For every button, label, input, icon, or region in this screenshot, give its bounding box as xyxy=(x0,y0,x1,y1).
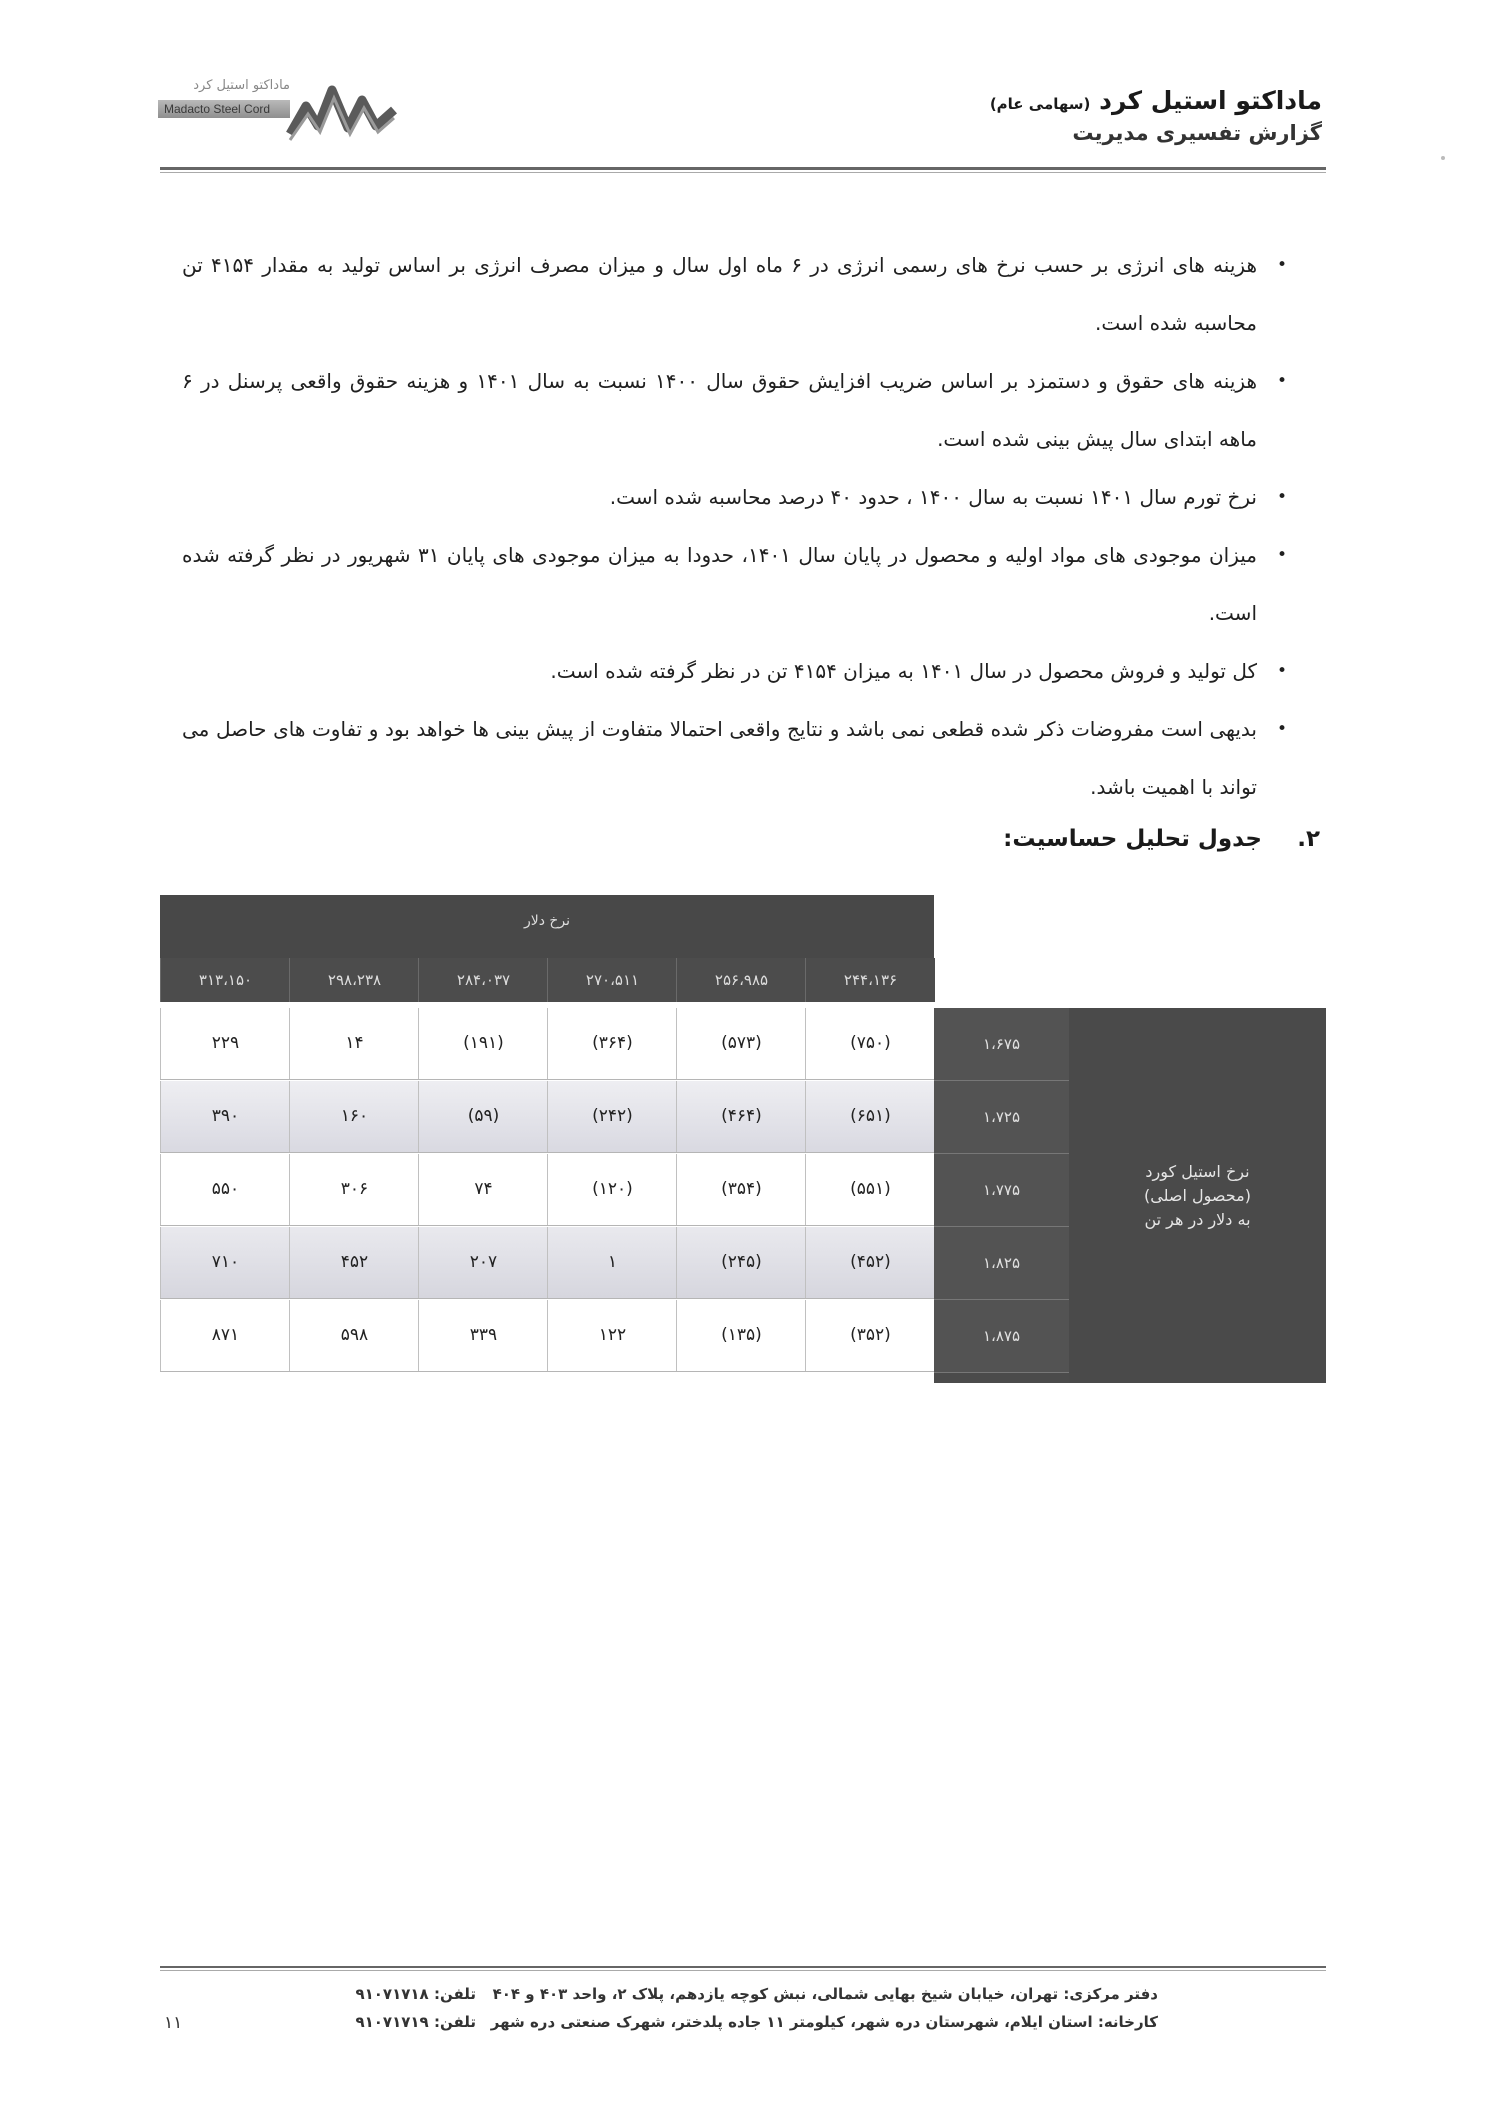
table-row xyxy=(160,1300,934,1372)
table-cell: (۴۶۴) xyxy=(676,1081,806,1152)
row-rate: ۱،۷۷۵ xyxy=(934,1154,1069,1227)
section-title: جدول تحلیل حساسیت: xyxy=(1003,826,1262,852)
table-cell: ۱ xyxy=(547,1227,677,1298)
sensitivity-table xyxy=(160,895,1326,1383)
table-cell: ۳۰۶ xyxy=(289,1154,419,1225)
column-header: ۲۴۴،۱۳۶ xyxy=(805,958,935,1002)
table-cell: (۵۵۱) xyxy=(805,1154,935,1225)
list-item: • هزینه های حقوق و دستمزد بر اساس ضریب افزایش حقوق سال ۱۴۰۰ نسبت به سال ۱۴۰۱ و هزینه حقوق واقعی پرسنل در ۶ ماهه ابتدای سال پیش بینی شده است. xyxy=(182,352,1257,468)
section-number: ۲. xyxy=(1297,826,1320,852)
company-logo xyxy=(158,70,398,154)
footer-factory-phone: تلفن: ۹۱۰۷۱۷۱۹ xyxy=(355,2013,476,2031)
list-item: • بدیهی است مفروضات ذکر شده قطعی نمی باشد و نتایج واقعی احتمالا متفاوت از پیش بینی ها خواهد بود و تفاوت های حاصل می تواند با اهمیت باشد. xyxy=(182,700,1257,816)
column-header: ۲۷۰،۵۱۱ xyxy=(547,958,677,1002)
row-rate: ۱،۶۷۵ xyxy=(934,1008,1069,1081)
row-group-line: به دلار در هر تن xyxy=(1144,1209,1251,1229)
header-rule xyxy=(160,167,1326,170)
table-cell: ۲۲۹ xyxy=(160,1008,290,1079)
column-header: ۲۹۸،۲۳۸ xyxy=(289,958,419,1002)
header-rule-thin xyxy=(160,172,1326,173)
table-cell: (۲۴۵) xyxy=(676,1227,806,1298)
table-cell: (۴۵۲) xyxy=(805,1227,935,1298)
list-item: • هزینه های انرژی بر حسب نرخ های رسمی انرژی در ۶ ماه اول سال و میزان مصرف انرژی بر اساس تولید به مقدار ۴۱۵۴ تن محاسبه شده است. xyxy=(182,236,1257,352)
logo-mark-icon xyxy=(286,70,398,154)
table-cell: (۶۵۱) xyxy=(805,1081,935,1152)
column-header: ۳۱۳،۱۵۰ xyxy=(160,958,290,1002)
table-cell: (۱۳۵) xyxy=(676,1300,806,1371)
table-cell: (۷۵۰) xyxy=(805,1008,935,1079)
table-cell: ۵۵۰ xyxy=(160,1154,290,1225)
footer-rule xyxy=(160,1966,1326,1968)
company-title xyxy=(990,86,1322,115)
company-suffix: (سهامی عام) xyxy=(989,95,1091,113)
table-cell: ۸۷۱ xyxy=(160,1300,290,1371)
table-cell: (۵۷۳) xyxy=(676,1008,806,1079)
table-cell: ۱۲۲ xyxy=(547,1300,677,1371)
table-cell: ۷۱۰ xyxy=(160,1227,290,1298)
logo-text-en: Madacto Steel Cord xyxy=(164,102,271,116)
footer-office-address: دفتر مرکزی: تهران، خیابان شیخ بهایی شمالی، نبش کوچه یازدهم، پلاک ۲، واحد ۴۰۳ و ۴۰۴ xyxy=(492,1985,1158,2003)
row-group-label xyxy=(1069,1008,1326,1383)
footer-rule-thin xyxy=(160,1970,1326,1971)
column-header: ۲۸۴،۰۳۷ xyxy=(418,958,548,1002)
list-item: • نرخ تورم سال ۱۴۰۱ نسبت به سال ۱۴۰۰ ، حدود ۴۰ درصد محاسبه شده است. xyxy=(182,468,1257,526)
table-row xyxy=(160,1081,934,1153)
table-cell: ۵۹۸ xyxy=(289,1300,419,1371)
footer-office-phone: تلفن: ۹۱۰۷۱۷۱۸ xyxy=(355,1985,476,2003)
list-item: • کل تولید و فروش محصول در سال ۱۴۰۱ به میزان ۴۱۵۴ تن در نظر گرفته شده است. xyxy=(182,642,1257,700)
table-cell: ۳۹۰ xyxy=(160,1081,290,1152)
row-rate: ۱،۸۷۵ xyxy=(934,1300,1069,1373)
table-cell: ۳۳۹ xyxy=(418,1300,548,1371)
table-cell: (۳۶۴) xyxy=(547,1008,677,1079)
table-cell: ۲۰۷ xyxy=(418,1227,548,1298)
table-cell: ۱۶۰ xyxy=(289,1081,419,1152)
column-group-label: نرخ دلار xyxy=(523,913,571,929)
table-row xyxy=(160,1008,934,1080)
table-cell: ۱۴ xyxy=(289,1008,419,1079)
table-cell: (۲۴۲) xyxy=(547,1081,677,1152)
table-cell: (۱۲۰) xyxy=(547,1154,677,1225)
assumptions-list xyxy=(182,236,1257,816)
table-cell: (۵۹) xyxy=(418,1081,548,1152)
footer-factory-address: کارخانه: استان ایلام، شهرستان دره شهر، کیلومتر ۱۱ جاده پلدختر، شهرک صنعتی دره شهر xyxy=(490,2013,1158,2031)
scan-mark xyxy=(1441,156,1445,160)
table-cell: ۴۵۲ xyxy=(289,1227,419,1298)
row-rate: ۱،۸۲۵ xyxy=(934,1227,1069,1300)
row-group-line: (محصول اصلی) xyxy=(1144,1185,1251,1205)
column-header: ۲۵۶،۹۸۵ xyxy=(676,958,806,1002)
list-item: • میزان موجودی های مواد اولیه و محصول در پایان سال ۱۴۰۱، حدودا به میزان موجودی های پایان ۳۱ شهریور در نظر گرفته شده است. xyxy=(182,526,1257,642)
table-cell: (۳۵۴) xyxy=(676,1154,806,1225)
row-rate: ۱،۷۲۵ xyxy=(934,1081,1069,1154)
logo-text-fa: ماداکتو استیل کرد xyxy=(193,78,290,93)
page-number: ۱۱ xyxy=(164,2013,183,2033)
section-heading xyxy=(1003,826,1320,852)
table-cell: ۷۴ xyxy=(418,1154,548,1225)
table-row xyxy=(160,1154,934,1226)
row-group-line: نرخ استیل کورد xyxy=(1145,1161,1250,1181)
table-cell: (۳۵۲) xyxy=(805,1300,935,1371)
table-row xyxy=(160,1227,934,1299)
table-cell: (۱۹۱) xyxy=(418,1008,548,1079)
report-title: گزارش تفسیری مدیریت xyxy=(1072,121,1322,145)
company-name: ماداکتو استیل کرد xyxy=(1099,86,1322,115)
